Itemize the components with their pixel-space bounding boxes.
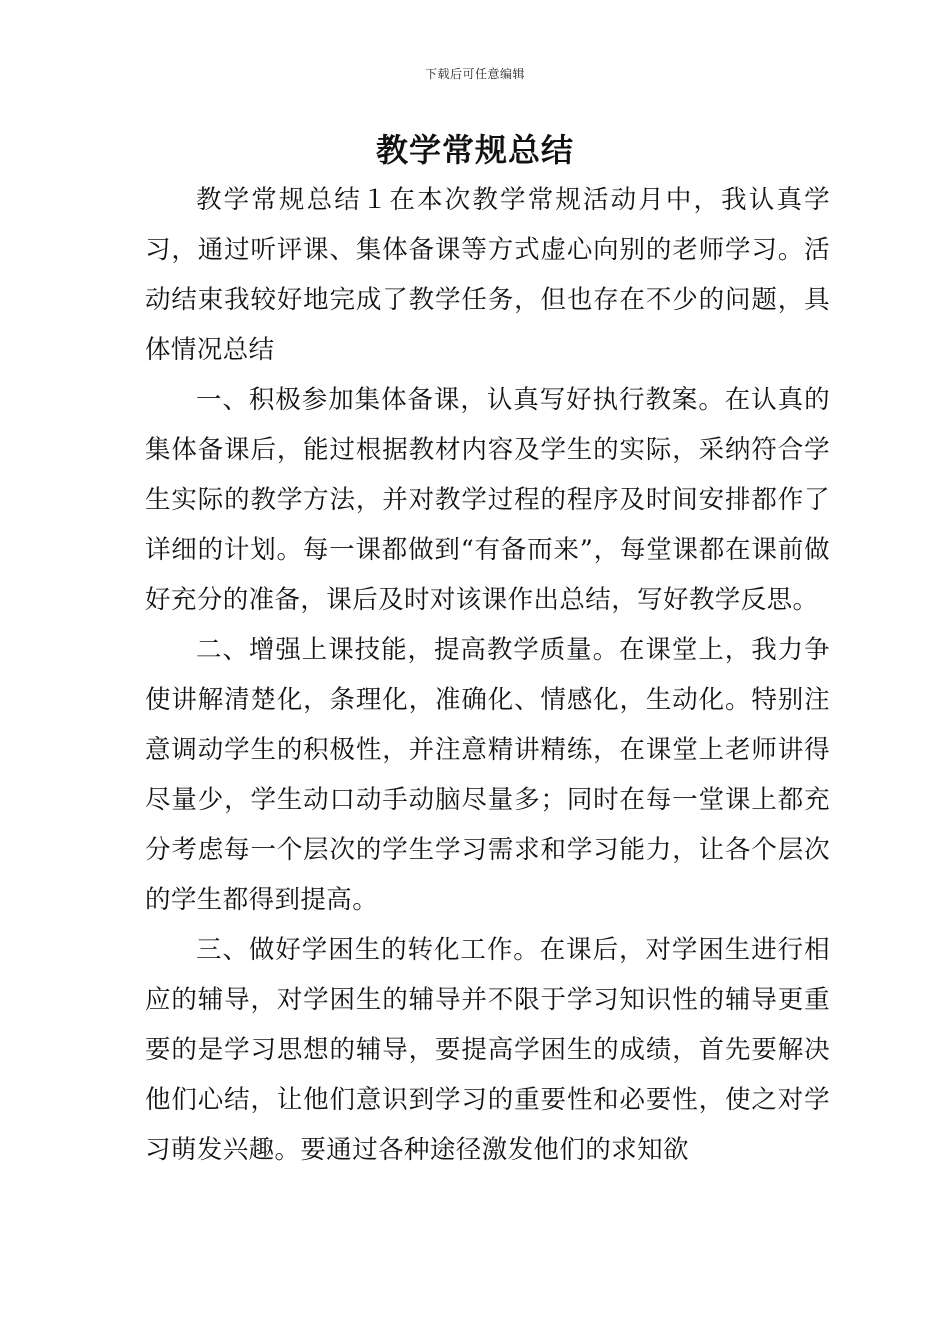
paragraph-section-2: 二、增强上课技能，提高教学质量。在课堂上，我力争使讲解清楚化，条理化，准确化、情感化，生动化。特别注意调动学生的积极性，并注意精讲精练，在课堂上老师讲得尽量少，学生动口动手动脑尽量多；同时在每一堂课上都充分考虑每一个层次的学生学习需求和学习能力，让各个层次的学生都得到提高。	[145, 635, 830, 915]
paragraph-section-3: 三、做好学困生的转化工作。在课后，对学困生进行相应的辅导，对学困生的辅导并不限于学习知识性的辅导更重要的是学习思想的辅导，要提高学困生的成绩，首先要解决他们心结，让他们意识到学习的重要性和必要性，使之对学习萌发兴趣。要通过各种途径激发他们的求知欲	[145, 935, 830, 1165]
document-body	[145, 175, 830, 1175]
paragraph-intro: 教学常规总结１在本次教学常规活动月中，我认真学习，通过听评课、集体备课等方式虚心向别的老师学习。活动结束我较好地完成了教学任务，但也存在不少的问题，具体情况总结	[145, 185, 830, 365]
header-note: 下载后可任意编辑	[424, 67, 525, 81]
document-title: 教学常规总结	[375, 131, 574, 169]
paragraph-section-1: 一、积极参加集体备课，认真写好执行教案。在认真的集体备课后，能过根据教材内容及学生的实际，采纳符合学生实际的教学方法，并对教学过程的程序及时间安排都作了详细的计划。每一课都做到“有备而来”，每堂课都在课前做好充分的准备，课后及时对该课作出总结，写好教学反思。	[145, 385, 830, 615]
